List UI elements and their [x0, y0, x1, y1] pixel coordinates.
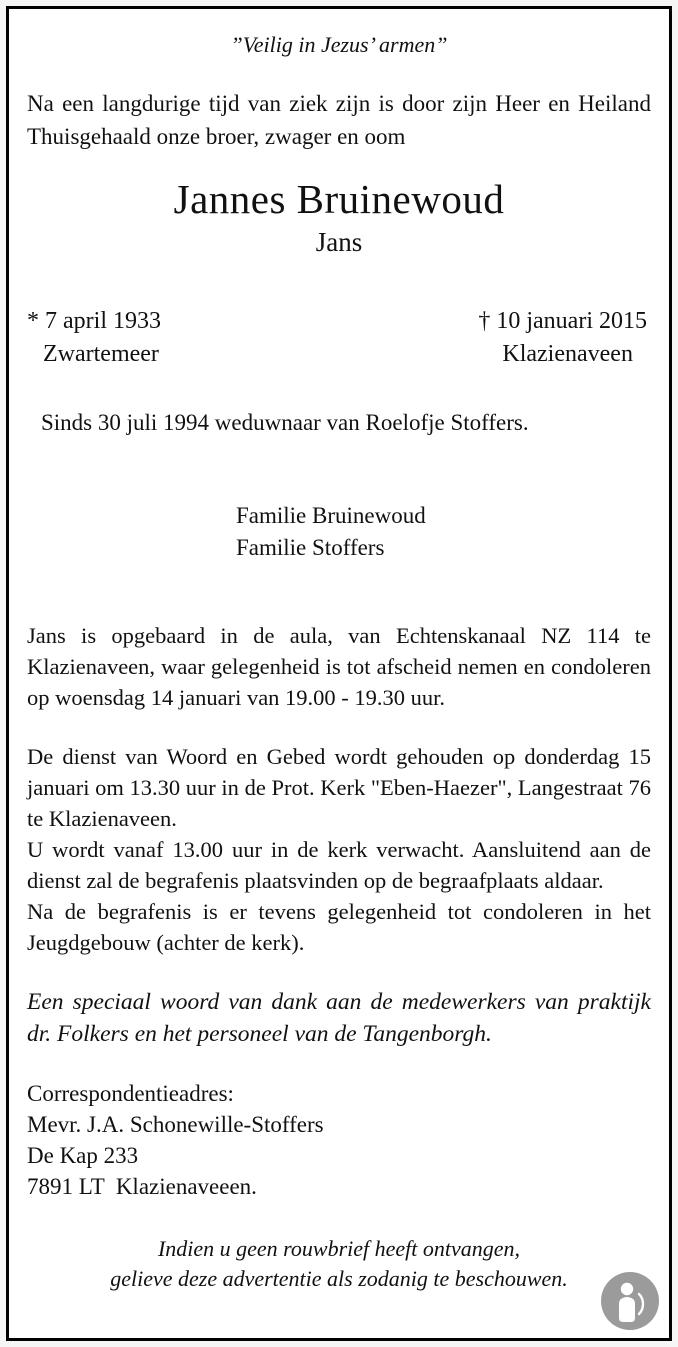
- condolence-paragraph: Na de begrafenis is er tevens gelegenheid tot condoleren in het Jeugdgebouw (achter de kerk).: [27, 899, 651, 955]
- viewing-paragraph: Jans is opgebaard in de aula, van Echtenskanaal NZ 114 te Klazienaveen, waar gelegenheid is tot afscheid nemen en condoleren op woensdag 14 januari van 19.00 - 19.30 uur.: [27, 623, 651, 710]
- death-block: [478, 305, 647, 371]
- burial-paragraph: U wordt vanaf 13.00 uur in de kerk verwacht. Aansluitend aan de dienst zal de begrafenis plaatsvinden op de begraafplaats aldaar.: [27, 837, 651, 893]
- dates-row: [27, 305, 651, 371]
- birth-place: Zwartemeer: [43, 341, 159, 367]
- service-paragraph: De dienst van Woord en Gebed wordt gehouden op donderdag 15 januari om 13.30 uur in de Prot. Kerk "Eben-Haezer", Langestraat 76 te Klazienaveen.: [27, 744, 651, 831]
- thanks-paragraph: Een speciaal woord van dank aan de medewerkers van praktijk dr. Folkers en het personeel van de Tangenborgh.: [27, 989, 651, 1047]
- obituary-card: [6, 6, 672, 1341]
- family-item: Familie Stoffers: [236, 535, 385, 560]
- death-place: Klazienaveen: [502, 341, 633, 367]
- opening-quote: ”Veilig in Jezus’ armen”: [230, 32, 448, 57]
- closing-note: [27, 1234, 651, 1294]
- death-date-line: † 10 januari 2015: [478, 308, 647, 334]
- correspondence-label: Correspondentieadres:: [27, 1081, 234, 1106]
- family-item: Familie Bruinewoud: [236, 503, 426, 528]
- family-list: [236, 500, 651, 564]
- intro-paragraph: Na een langdurige tijd van ziek zijn is door zijn Heer en Heiland Thuisgehaald onze broer, zwager en oom: [27, 91, 651, 149]
- widower-line: Sinds 30 juli 1994 weduwnaar van Roelofje Stoffers.: [41, 410, 529, 435]
- correspondence-name: Mevr. J.A. Schonewille-Stoffers: [27, 1112, 324, 1137]
- service-block: [27, 741, 651, 958]
- birth-block: [27, 305, 161, 371]
- correspondence-block: [27, 1078, 651, 1202]
- birth-date-line: * 7 april 1933: [27, 308, 161, 334]
- closing-line-2: gelieve deze advertentie als zodanig te beschouwen.: [110, 1266, 568, 1291]
- deceased-nickname: Jans: [315, 227, 363, 257]
- correspondence-city: 7891 LT Klazienaveeen.: [27, 1174, 257, 1199]
- correspondence-street: De Kap 233: [27, 1143, 139, 1168]
- deceased-name: Jannes Bruinewoud: [173, 176, 505, 222]
- closing-line-1: Indien u geen rouwbrief heeft ontvangen,: [157, 1236, 521, 1261]
- memorial-publisher-logo-icon: [601, 1272, 659, 1330]
